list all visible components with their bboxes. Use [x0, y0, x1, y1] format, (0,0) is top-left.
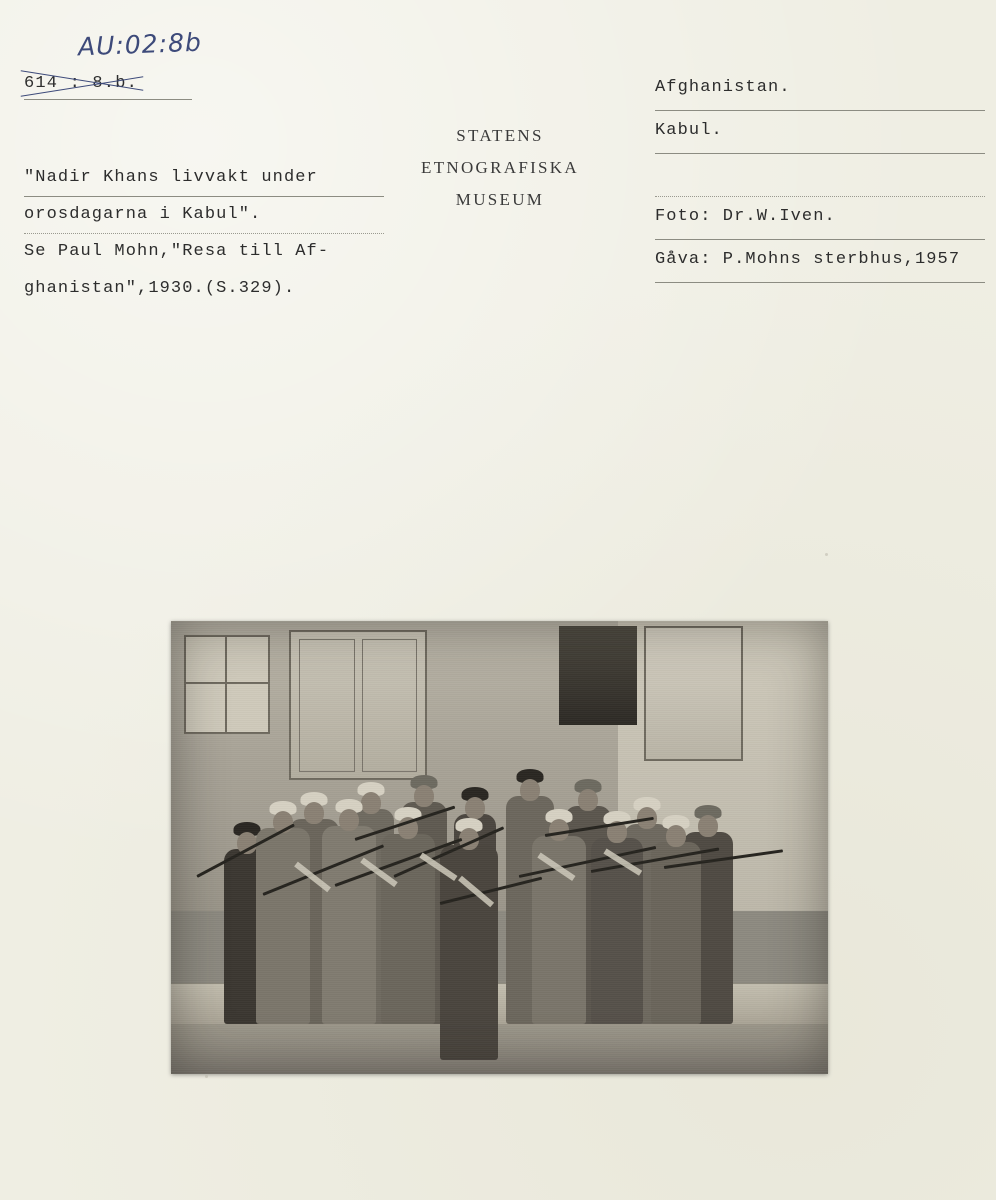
typed-number-block [24, 74, 192, 100]
handwritten-accession-number: AU:02:8b [77, 27, 203, 62]
info-row-underline [655, 282, 985, 283]
typed-number-text: 614 : 8.b. [24, 74, 139, 93]
caption-line-text: orosdagarna i Kabul". [24, 205, 262, 224]
figure [322, 826, 376, 1024]
info-row-underline [655, 153, 985, 154]
doorway-dark [559, 626, 638, 726]
museum-stamp-line-3: MUSEUM [455, 190, 545, 209]
photograph-image [171, 621, 828, 1074]
caption-line [24, 168, 384, 205]
caption-block [24, 168, 384, 316]
info-block [655, 78, 985, 293]
door-right [644, 626, 743, 762]
ground [171, 1024, 828, 1074]
info-city-value: Kabul. [655, 121, 723, 140]
caption-line [24, 242, 384, 279]
head [520, 779, 540, 801]
info-row-photographer [655, 207, 985, 250]
info-row-city [655, 121, 985, 164]
window [184, 635, 269, 735]
museum-stamp [400, 120, 600, 216]
museum-stamp-line-2: ETNOGRAFISKA [421, 158, 579, 177]
caption-line-text: "Nadir Khans livvakt under [24, 168, 318, 187]
caption-underline [24, 233, 384, 234]
paper-speck [825, 553, 828, 556]
figure [651, 842, 701, 1024]
info-row-country [655, 78, 985, 121]
info-photographer-value: Foto: Dr.W.Iven. [655, 207, 836, 226]
info-row-blank [655, 164, 985, 207]
number-underline [24, 99, 192, 100]
info-row-underline [655, 196, 985, 197]
photograph [171, 621, 828, 1074]
caption-line-text: Se Paul Mohn,"Resa till Af- [24, 242, 330, 261]
head [414, 785, 434, 807]
museum-stamp-line-1: STATENS [456, 126, 544, 145]
head [304, 802, 324, 824]
head [666, 825, 686, 847]
caption-underline [24, 196, 384, 197]
paper-speck [205, 1075, 208, 1078]
info-donation-value: Gåva: P.Mohns sterbhus,1957 [655, 250, 961, 269]
caption-line-text: ghanistan",1930.(S.329). [24, 279, 296, 298]
info-row-underline [655, 239, 985, 240]
head [698, 815, 718, 837]
head [465, 797, 485, 819]
caption-line [24, 205, 384, 242]
figure [256, 828, 310, 1024]
door-left [289, 630, 427, 779]
info-row-donation [655, 250, 985, 293]
info-row-underline [655, 110, 985, 111]
head [578, 789, 598, 811]
head [339, 809, 359, 831]
caption-line [24, 279, 384, 316]
info-country-value: Afghanistan. [655, 78, 791, 97]
head [361, 792, 381, 814]
